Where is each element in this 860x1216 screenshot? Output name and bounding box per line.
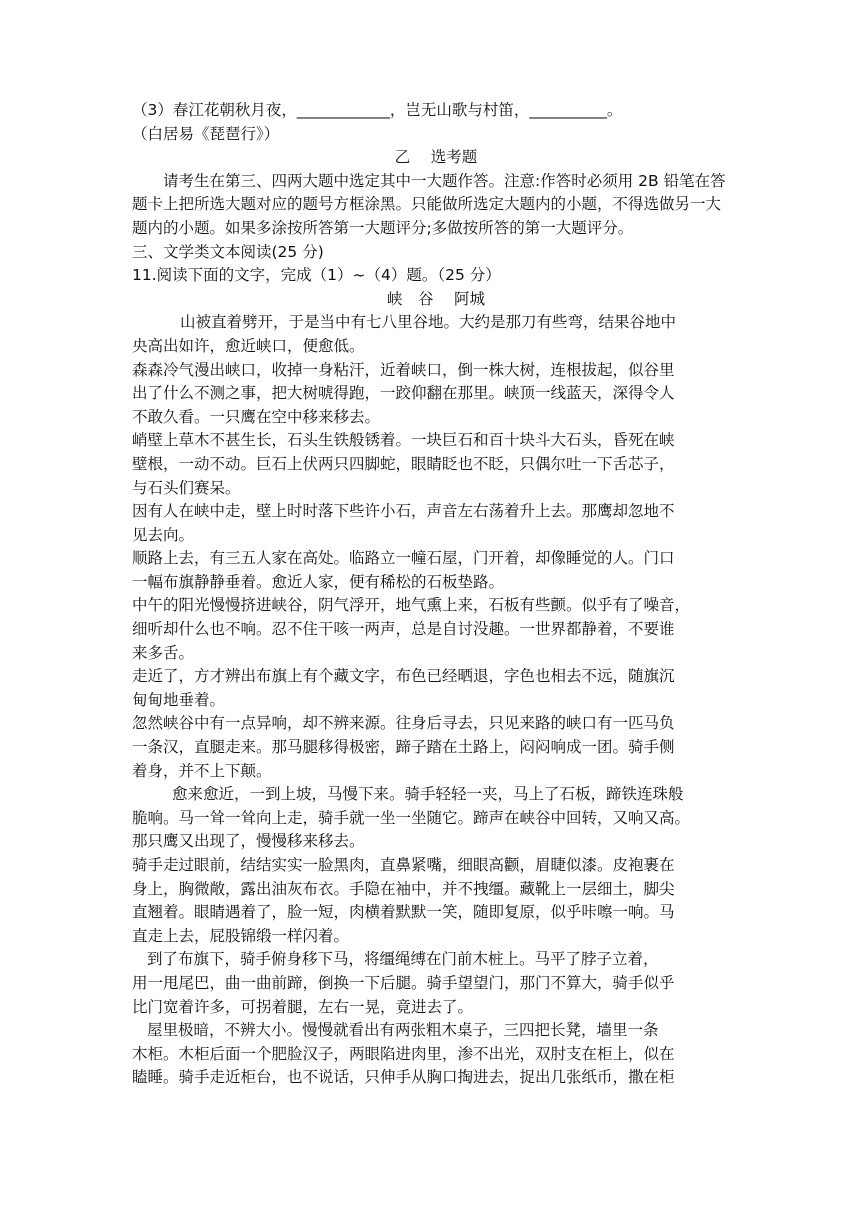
article-paragraph-line: 中午的阳光慢慢挤进峡谷，阴气浮开，地气熏上来，石板有些颤。似乎有了噪音， bbox=[132, 596, 691, 615]
article-paragraph-line: 身上，胸微敞，露出油灰布衣。手隐在袖中，并不拽缰。藏靴上一层细土，脚尖 bbox=[132, 879, 675, 898]
article-paragraph-line: 因有人在峡中走，壁上时时落下些许小石，声音左右荡着升上去。那鹰却忽地不 bbox=[132, 502, 675, 521]
article-paragraph-line: 见去向。 bbox=[132, 525, 195, 544]
article-paragraph-line: 瞌睡。骑手走近柜台，也不说话，只伸手从胸口掏进去，捉出几张纸币，撒在柜 bbox=[132, 1068, 675, 1087]
article-paragraph-line: 比门宽着许多，可拐着腿，左右一晃，竟进去了。 bbox=[132, 997, 474, 1016]
article-paragraph-line: 骑手走过眼前，结结实实一脸黑肉，直鼻紧嘴，细眼高颧，眉睫似漆。皮袍裹在 bbox=[132, 856, 675, 874]
article-paragraph-line: 山被直着劈开，于是当中有七八里谷地。大约是那刀有些弯，结果谷地中 bbox=[180, 313, 677, 332]
article-paragraph-line: 到了布旗下，骑手俯身移下马，将缰绳缚在门前木桩上。马平了脖子立着， bbox=[147, 950, 659, 969]
article-paragraph-line: 那只鹰又出现了，慢慢移来移去。 bbox=[132, 832, 365, 851]
article-paragraph-line: 一条汉，直腿走来。那马腿移得极密，蹄子踏在土路上，闷闷响成一团。骑手侧 bbox=[132, 738, 675, 757]
instruction-line: 请考生在第三、四两大题中选定其中一大题作答。注意:作答时必须用 2B 铅笔在答 bbox=[163, 171, 726, 190]
article-paragraph-line: 峭壁上草木不甚生长，石头生铁般锈着。一块巨石和百十块斗大石头，昏死在峡 bbox=[132, 431, 675, 450]
article-paragraph-line: 壁根，一动不动。巨石上伏两只四脚蛇，眼睛眨也不眨，只偶尔吐一下舌芯子， bbox=[132, 454, 675, 473]
question-prompt: 11.阅读下面的文字，完成（1）~（4）题。（25 分） bbox=[132, 266, 501, 285]
instruction-line: 题卡上把所选大题对应的题号方框涂黑。只能做所选定大题内的小题，不得选做另一大 bbox=[132, 195, 722, 214]
article-paragraph-line: 甸甸地垂着。 bbox=[132, 690, 226, 709]
article-paragraph-line: 出了什么不测之事，把大树唬得跑，一跤仰翻在那里。峡顶一线蓝天，深得令人 bbox=[132, 384, 675, 403]
article-paragraph-line: 用一甩尾巴，曲一曲前蹄，倒换一下后腿。骑手望望门，那门不算大，骑手似乎 bbox=[132, 973, 675, 992]
article-paragraph-line: 一幅布旗静静垂着。愈近人家，便有稀松的石板垫路。 bbox=[132, 572, 505, 591]
article-paragraph-line: 与石头们赛呆。 bbox=[132, 478, 241, 497]
article-paragraph-line: 央高出如许，愈近峡口，便愈低。 bbox=[132, 336, 365, 355]
article-paragraph-line: 来多舌。 bbox=[132, 643, 195, 662]
article-paragraph-line: 细听却什么也不响。忍不住干咳一两声，总是自讨没趣。一世界都静着，不要谁 bbox=[132, 620, 675, 639]
article-paragraph-line: 着身，并不上下颠。 bbox=[132, 761, 272, 780]
part-heading: 三、文学类文本阅读(25 分) bbox=[132, 242, 324, 261]
article-paragraph-line: 直走上去，屁股锦缎一样闪着。 bbox=[132, 926, 350, 945]
section-heading: 乙 选考题 bbox=[394, 148, 478, 167]
poem-source-line: （白居易《琵琶行》） bbox=[132, 124, 280, 143]
article-paragraph-line: 木柜。木柜后面一个肥脸汉子，两眼陷进肉里，渗不出光，双肘支在柜上，似在 bbox=[132, 1044, 675, 1063]
poem-blank-line: （3）春江花朝秋月夜，____________，岂无山歌与村笛，__________。 bbox=[132, 101, 623, 119]
article-paragraph-line: 脆响。马一耸一耸向上走，骑手就一坐一坐随它。蹄声在峡谷中回转，又响又高。 bbox=[132, 808, 691, 827]
article-paragraph-line: 忽然峡谷中有一点异响，却不辨来源。往身后寻去，只见来路的峡口有一匹马负 bbox=[132, 714, 675, 733]
article-title: 峡 谷 阿城 bbox=[387, 289, 485, 308]
article-paragraph-line: 愈来愈近，一到上坡，马慢下来。骑手轻轻一夹，马上了石板，蹄铁连珠般 bbox=[172, 785, 684, 804]
article-paragraph-line: 走近了，方才辨出布旗上有个藏文字，布色已经晒退，字色也相去不远，随旗沉 bbox=[132, 667, 675, 686]
article-paragraph-line: 不敢久看。一只鹰在空中移来移去。 bbox=[132, 407, 381, 426]
article-paragraph-line: 直翘着。眼睛遇着了，脸一短，肉横着默默一笑，随即复原，似乎咔嚓一响。马 bbox=[132, 903, 675, 922]
instruction-line: 题内的小题。如果多涂按所答第一大题评分;多做按所答的第一大题评分。 bbox=[132, 218, 634, 237]
document-page bbox=[132, 99, 740, 1090]
article-paragraph-line: 屋里极暗，不辨大小。慢慢就看出有两张粗木桌子，三四把长凳，墙里一条 bbox=[147, 1021, 659, 1040]
article-paragraph-line: 森森冷气漫出峡口，收掉一身粘汗，近着峡口，倒一株大树，连根拔起，似谷里 bbox=[132, 360, 675, 379]
article-paragraph-line: 顺路上去，有三五人家在高处。临路立一幢石屋，门开着，却像睡觉的人。门口 bbox=[132, 549, 675, 568]
